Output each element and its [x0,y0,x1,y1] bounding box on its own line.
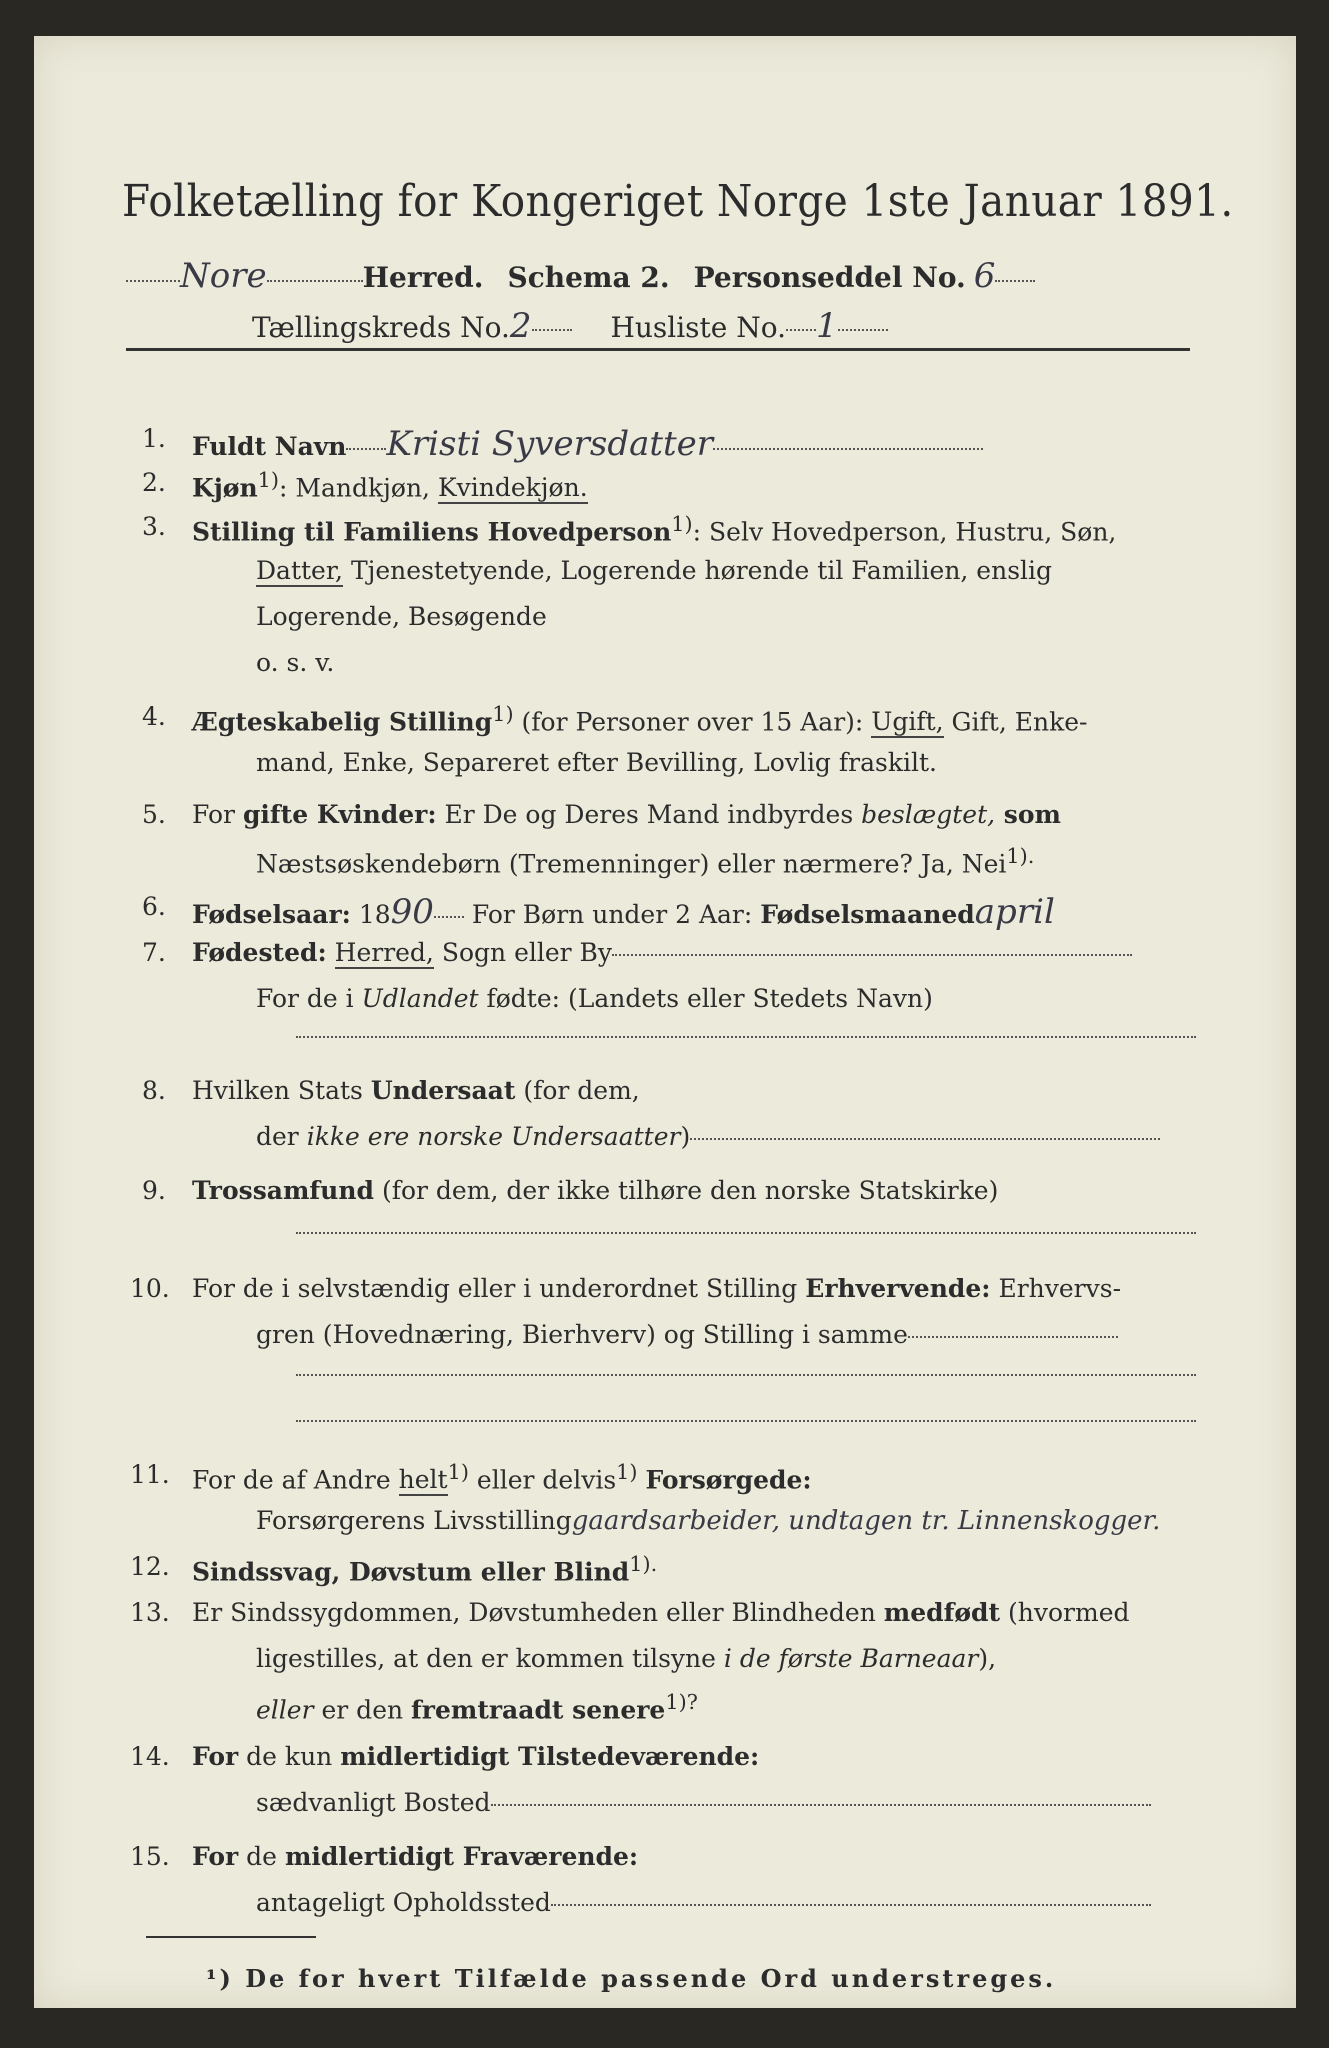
item-7-blank-line [296,1036,1196,1038]
schema-label: Schema 2. [507,261,670,294]
personseddel-label: Personseddel No. [693,261,966,294]
item-4-underlined: Ugift, [871,707,944,737]
item-13-line2-b: ), [978,1644,997,1673]
item-3-line2 [256,556,1052,585]
item-10-line2-text: gren (Hovednæring, Bierhverv) og Stilling i samme [256,1320,908,1349]
item-13-line2 [256,1644,996,1673]
item-14-line2-text: sædvanligt Bosted [256,1788,491,1817]
item-6-number: 6. [142,892,166,921]
item-7-number: 7. [142,938,166,967]
item-11-row [192,1460,812,1494]
item-8-line2-it: ikke ere norske Undersaatter [306,1122,681,1151]
item-3-line3: Logerende, Besøgende [256,602,547,631]
kreds-value: 2 [509,306,532,346]
item-6-text: 18 [350,900,391,929]
item-2-text: : Mandkjøn, [279,473,430,503]
item-8-number: 8. [142,1076,166,1105]
item-7-text: Sogn eller By [433,938,613,967]
item-10-line2 [256,1320,1118,1349]
item-3-line2-text: Tjenestetyende, Logerende hørende til Familien, enslig [350,556,1053,585]
item-4-row [192,702,1087,736]
husliste-value: 1 [816,306,838,346]
item-10-text: For de i selvstændig eller i underordnet Stilling [192,1274,798,1303]
item-13-text-b: (hvormed [1000,1598,1130,1627]
item-11-sup: 1) [447,1460,469,1484]
item-8-line2-a: der [256,1122,299,1151]
item-3-sup: 1) [671,512,693,536]
full-name-value: Kristi Syversdatter [386,424,714,464]
item-12-row [192,1552,657,1586]
header-divider [126,348,1190,351]
form-title: Folketælling for Kongeriget Norge 1ste Januar 1891. [122,176,1234,227]
item-5-italic: beslægtet, [861,800,996,829]
item-3-number: 3. [142,512,166,541]
item-7-line2-it: Udlandet [361,984,479,1013]
item-11-underlined: helt [398,1465,448,1495]
item-9-label: Trossamfund [192,1176,375,1205]
item-7-line2-b: fødte: (Landets eller Stedets Navn) [486,984,933,1013]
item-5-text: Er De og Deres Mand indbyrdes [436,800,854,829]
item-8-text-b: (for dem, [515,1076,640,1105]
item-3-text: : Selv Hovedperson, Hustru, Søn, [692,517,1117,547]
husliste-label: Husliste No. [610,311,787,344]
item-14-text: de kun [238,1742,333,1771]
item-13-label: medfødt [883,1598,1001,1627]
item-11-label: Forsørgede: [645,1465,812,1495]
item-11-line2-text: Forsørgerens Livsstilling [256,1506,572,1535]
item-14-number: 14. [130,1742,170,1771]
item-13-line3 [256,1690,698,1724]
item-9-row [192,1176,998,1205]
personseddel-value: 6 [973,256,996,296]
item-2-sup: 1) [257,468,280,492]
item-13-text: Er Sindssygdommen, Døvstumheden eller Blindheden [192,1598,876,1627]
item-3-line4: o. s. v. [256,648,335,677]
item-14-label-a: For [192,1742,239,1771]
item-6-row [192,892,1055,932]
item-15-line2 [256,1888,1151,1917]
item-9-text: (for dem, der ikke tilhøre den norske Statskirke) [374,1176,999,1205]
item-7-row [192,938,1132,967]
item-9-blank-line [296,1232,1196,1234]
item-6-label-b: Fødselsmaaned [760,900,975,929]
item-7-line2-a: For de i [256,984,354,1013]
item-13-row [192,1598,1130,1627]
item-5-label: gifte Kvinder: [242,800,437,829]
item-11-number: 11. [130,1460,170,1489]
item-1-number: 1. [142,424,166,453]
item-14-label: midlertidigt Tilstedeværende: [340,1742,760,1771]
item-4-label: Ægteskabelig Stilling [192,707,493,737]
item-10-label: Erhvervende: [805,1274,991,1303]
item-14-row [192,1742,759,1771]
item-11-line2 [256,1506,1160,1536]
item-12-number: 12. [130,1552,170,1581]
item-13-line3-sup: 1)? [665,1690,698,1714]
item-4-text-b: Gift, Enke- [943,707,1088,737]
item-7-line2 [256,984,933,1013]
item-4-text: (for Personer over 15 Aar): [513,707,864,737]
item-2-underlined: Kvindekjøn. [437,473,588,503]
item-10-text-b: Erhvervs- [990,1274,1122,1303]
item-13-line2-a: ligestilles, at den er kommen tilsyne [256,1644,716,1673]
census-form-page [34,36,1296,2008]
item-15-line2-text: antageligt Opholdssted [256,1888,551,1917]
item-12-sup: 1). [629,1552,658,1576]
item-8-row [192,1076,640,1105]
item-10-number: 10. [130,1274,170,1303]
item-5-text-b: som [995,800,1061,829]
herred-value: Nore [180,256,267,296]
item-13-line2-it: i de første Barneaar [723,1644,979,1673]
item-6-label: Fødselsaar: [192,900,351,929]
item-10-blank-line-2 [296,1420,1196,1422]
item-1-label: Fuldt Navn [192,432,347,461]
item-13-line3-bold: fremtraadt senere [411,1695,666,1725]
item-9-number: 9. [142,1176,166,1205]
item-13-line3-a: er den [313,1695,404,1725]
item-6-text-b: For Børn under 2 Aar: [471,900,753,929]
item-7-label: Fødested: [192,938,327,967]
item-11-text-b: eller delvis [468,1465,617,1495]
item-3-underlined: Datter, [256,556,343,585]
kreds-row [252,306,888,346]
item-10-blank-line-1 [296,1374,1196,1376]
herred-row [126,256,1035,296]
item-5-row [192,800,1061,829]
item-5-line2-text: Næstsøskendebørn (Tremenninger) eller nærmere? Ja, Nei [256,849,1007,879]
item-14-line2 [256,1788,1151,1817]
item-11-text: For de af Andre [192,1465,391,1495]
item-5-line2 [256,844,1034,878]
birth-year-value: 90 [390,892,434,932]
footnote-rule [146,1936,316,1938]
item-13-line3-it: eller [256,1695,314,1725]
item-10-row [192,1274,1121,1303]
item-15-label: midlertidigt Fraværende: [284,1842,639,1871]
item-4-number: 4. [142,702,166,731]
provider-occupation-value: gaardsarbeider, undtagen tr. Linnenskogger. [571,1506,1161,1536]
item-8-label: Undersaat [370,1076,516,1105]
item-2-label: Kjøn [192,473,258,503]
item-1-row [192,424,983,464]
item-5-number: 5. [142,800,166,829]
item-15-label-a: For [192,1842,239,1871]
item-15-text: de [238,1842,277,1871]
item-5-sup2: 1). [1006,844,1035,868]
item-12-label: Sindssvag, Døvstum eller Blind [192,1557,630,1587]
item-3-label: Stilling til Familiens Hovedperson [192,517,672,547]
item-11-sup-b: 1) [616,1460,638,1484]
item-4-line2: mand, Enke, Separeret efter Bevilling, Lovlig fraskilt. [256,748,937,777]
item-2-row [192,468,588,502]
item-3-row [192,512,1116,546]
item-2-number: 2. [142,468,166,497]
item-7-underlined: Herred, [334,938,434,967]
item-15-row [192,1842,638,1871]
item-5-label-a: For [192,800,235,829]
herred-label: Herred. [362,261,484,294]
kreds-label: Tællingskreds No. [252,311,510,344]
item-13-number: 13. [130,1598,170,1627]
footnote: ¹) De for hvert Tilfælde passende Ord understreges. [206,1964,1057,1993]
item-4-sup: 1) [492,702,514,726]
item-8-line2: der ikke ere norske Undersaatter) [256,1122,1160,1151]
item-8-text: Hvilken Stats [192,1076,363,1105]
item-15-number: 15. [130,1842,170,1871]
birth-month-value: april [974,892,1055,932]
